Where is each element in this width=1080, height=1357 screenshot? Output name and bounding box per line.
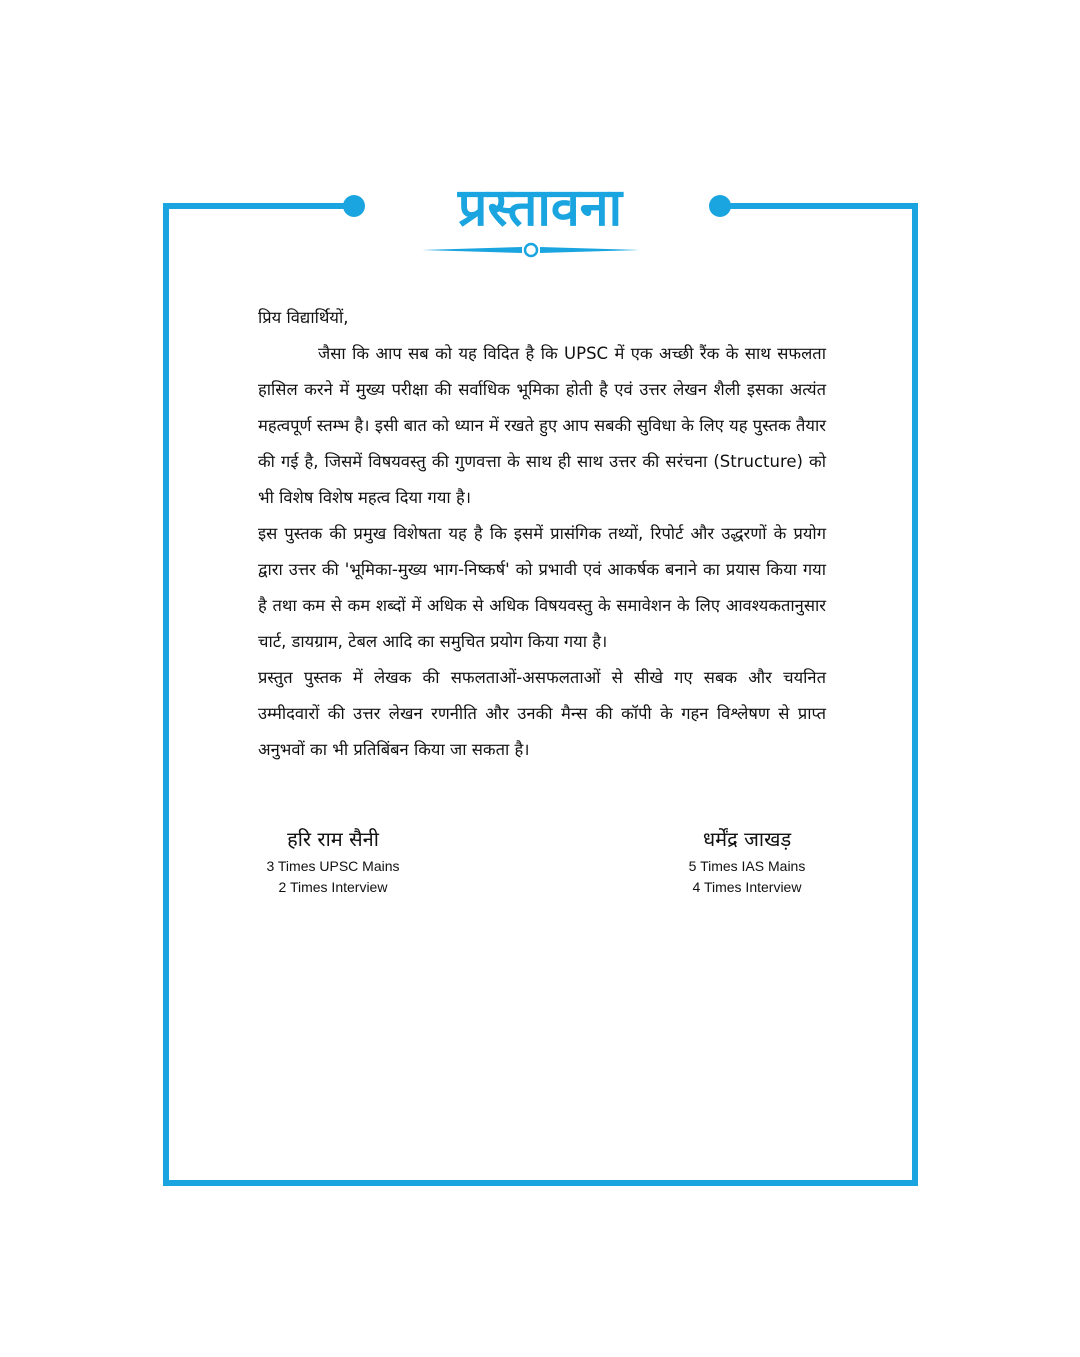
title-underline-ornament [422, 247, 640, 253]
author-credential: 2 Times Interview [278, 879, 388, 895]
letter-body [258, 300, 826, 768]
letter-paragraph: प्रस्तुत पुस्तक में लेखक की सफलताओं-असफलताओं से सीखे गए सबक और चयनित उम्मीदवारों की उत्तर लेखन रणनीति और उनकी मैन्स की कॉपी के गहन विश्लेषण से प्राप्त अनुभवों का भी प्रतिबिंबन किया जा सकता है। [258, 668, 826, 759]
signature-block-left [258, 822, 408, 898]
letter-salutation: प्रिय विद्यार्थियों, [258, 308, 349, 327]
top-border-left-segment [163, 203, 353, 209]
signature-block-right [672, 822, 822, 898]
author-credential: 3 Times UPSC Mains [266, 858, 400, 874]
letter-paragraph: इस पुस्तक की प्रमुख विशेषता यह है कि इसमें प्रासंगिक तथ्यों, रिपोर्ट और उद्धरणों के प्रयोग द्वारा उत्तर की 'भूमिका-मुख्य भाग-निष्कर्ष' को प्रभावी एवं आकर्षक बनाने का प्रयास किया गया है तथा कम से कम शब्दों में अधिक से अधिक विषयवस्तु के समावेशन के लिए आवश्यकतानुसार चार्ट, डायग्राम, टेबल आदि का समुचित प्रयोग किया गया है। [258, 524, 826, 651]
author-name: हरि राम सैनी [287, 827, 379, 851]
page-title: प्रस्तावना [457, 178, 623, 238]
author-credential: 5 Times IAS Mains [688, 858, 806, 874]
author-credential: 4 Times Interview [692, 879, 802, 895]
letter-paragraph: जैसा कि आप सब को यह विदित है कि UPSC में एक अच्छी रैंक के साथ सफलता हासिल करने में मुख्य परीक्षा की सर्वाधिक भूमिका होती है एवं उत्तर लेखन शैली इसका अत्यंत महत्वपूर्ण स्तम्भ है। इसी बात को ध्यान में रखते हुए आप सबकी सुविधा के लिए यह पुस्तक तैयार की गई है, जिसमें विषयवस्तु की गुणवत्ता के साथ ही साथ उत्तर की सरंचना (Structure) को भी विशेष विशेष महत्व दिया गया है। [258, 344, 826, 507]
top-border-right-segment [722, 203, 918, 209]
author-name: धर्मेंद्र जाखड़ [702, 827, 792, 851]
